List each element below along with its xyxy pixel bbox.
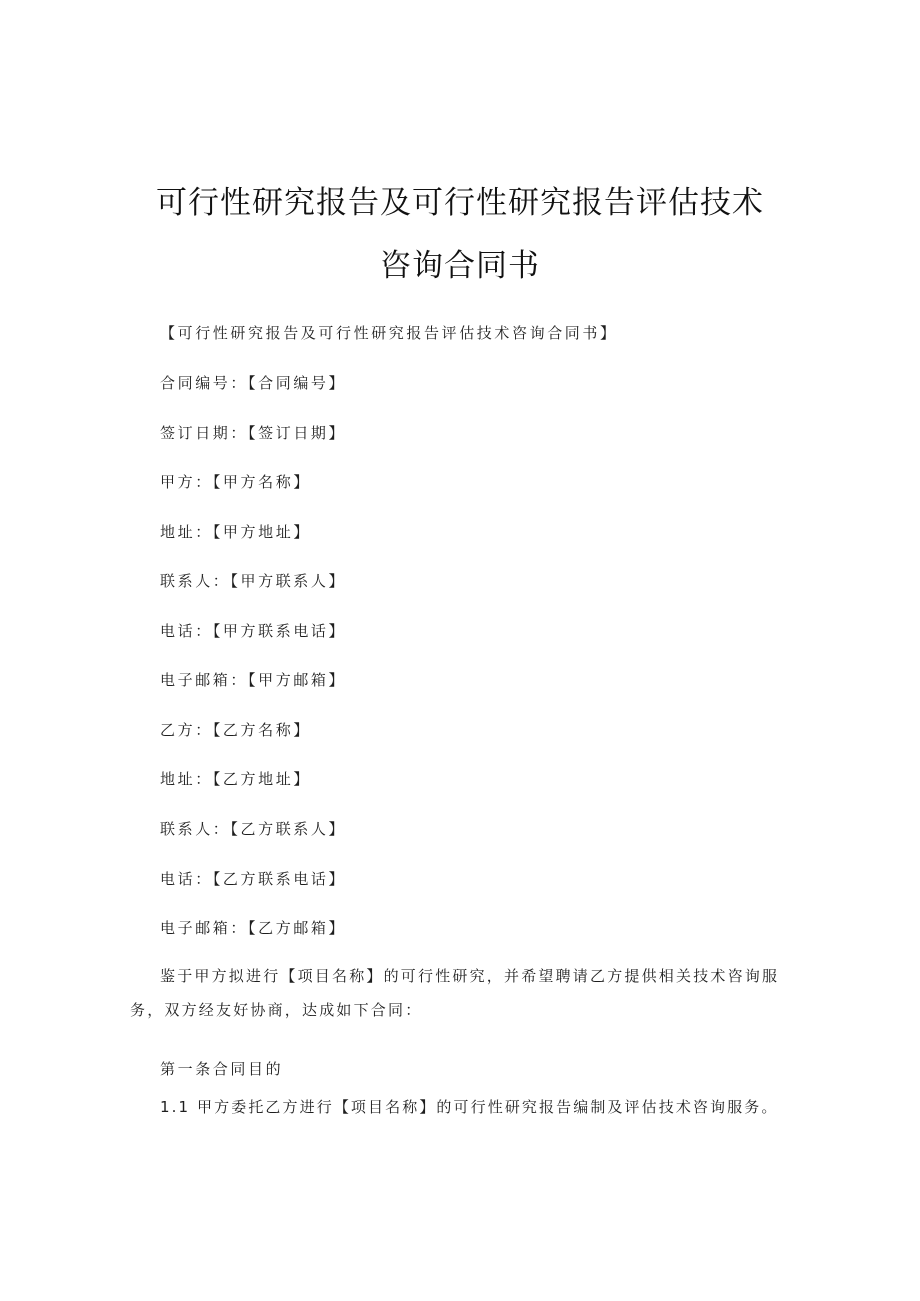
document-title-line-1: 可行性研究报告及可行性研究报告评估技术 (156, 185, 764, 221)
field-label: 电话： (160, 622, 213, 640)
field-party-a-name (160, 471, 311, 492)
field-sign-date (160, 422, 346, 443)
field-value: 【甲方地址】 (212, 523, 311, 541)
field-value: 【甲方联系电话】 (212, 622, 347, 640)
field-label: 电话： (160, 870, 213, 888)
field-value: 【签订日期】 (248, 424, 347, 442)
field-label: 联系人： (160, 572, 231, 590)
field-label: 合同编号： (160, 374, 249, 392)
field-label: 电子邮箱： (160, 919, 249, 937)
field-value: 【甲方联系人】 (230, 572, 347, 590)
field-party-b-phone (160, 868, 346, 889)
preamble-paragraph: 鉴于甲方拟进行【项目名称】的可行性研究，并希望聘请乙方提供相关技术咨询服务，双方经友好协商，达成如下合同： (130, 967, 780, 1019)
field-value: 【乙方名称】 (212, 721, 311, 739)
field-label: 地址： (160, 523, 213, 541)
field-party-a-email (160, 669, 346, 690)
field-value: 【合同编号】 (248, 374, 347, 392)
field-value: 【乙方邮箱】 (248, 919, 347, 937)
field-value: 【甲方邮箱】 (248, 671, 347, 689)
field-value: 【乙方地址】 (212, 770, 311, 788)
document-subtitle: 【可行性研究报告及可行性研究报告评估技术咨询合同书】 (160, 324, 618, 342)
field-label: 乙方： (160, 721, 213, 739)
field-party-b-email (160, 917, 346, 938)
field-contract-number (160, 372, 346, 393)
field-value: 【乙方联系电话】 (212, 870, 347, 888)
article-1-heading: 第一条合同目的 (160, 1060, 284, 1078)
field-value: 【甲方名称】 (212, 473, 311, 491)
field-label: 电子邮箱： (160, 671, 249, 689)
field-label: 签订日期： (160, 424, 249, 442)
field-party-b-address (160, 768, 311, 789)
field-party-a-address (160, 521, 311, 542)
field-party-b-contact (160, 818, 346, 839)
field-label: 联系人： (160, 820, 231, 838)
field-party-b-name (160, 719, 311, 740)
field-label: 甲方： (160, 473, 213, 491)
clause-1-1: 1.1 甲方委托乙方进行【项目名称】的可行性研究报告编制及评估技术咨询服务。 (160, 1098, 779, 1116)
field-party-a-phone (160, 620, 346, 641)
field-party-a-contact (160, 570, 346, 591)
document-title-line-2: 咨询合同书 (380, 248, 540, 284)
field-value: 【乙方联系人】 (230, 820, 347, 838)
field-label: 地址： (160, 770, 213, 788)
